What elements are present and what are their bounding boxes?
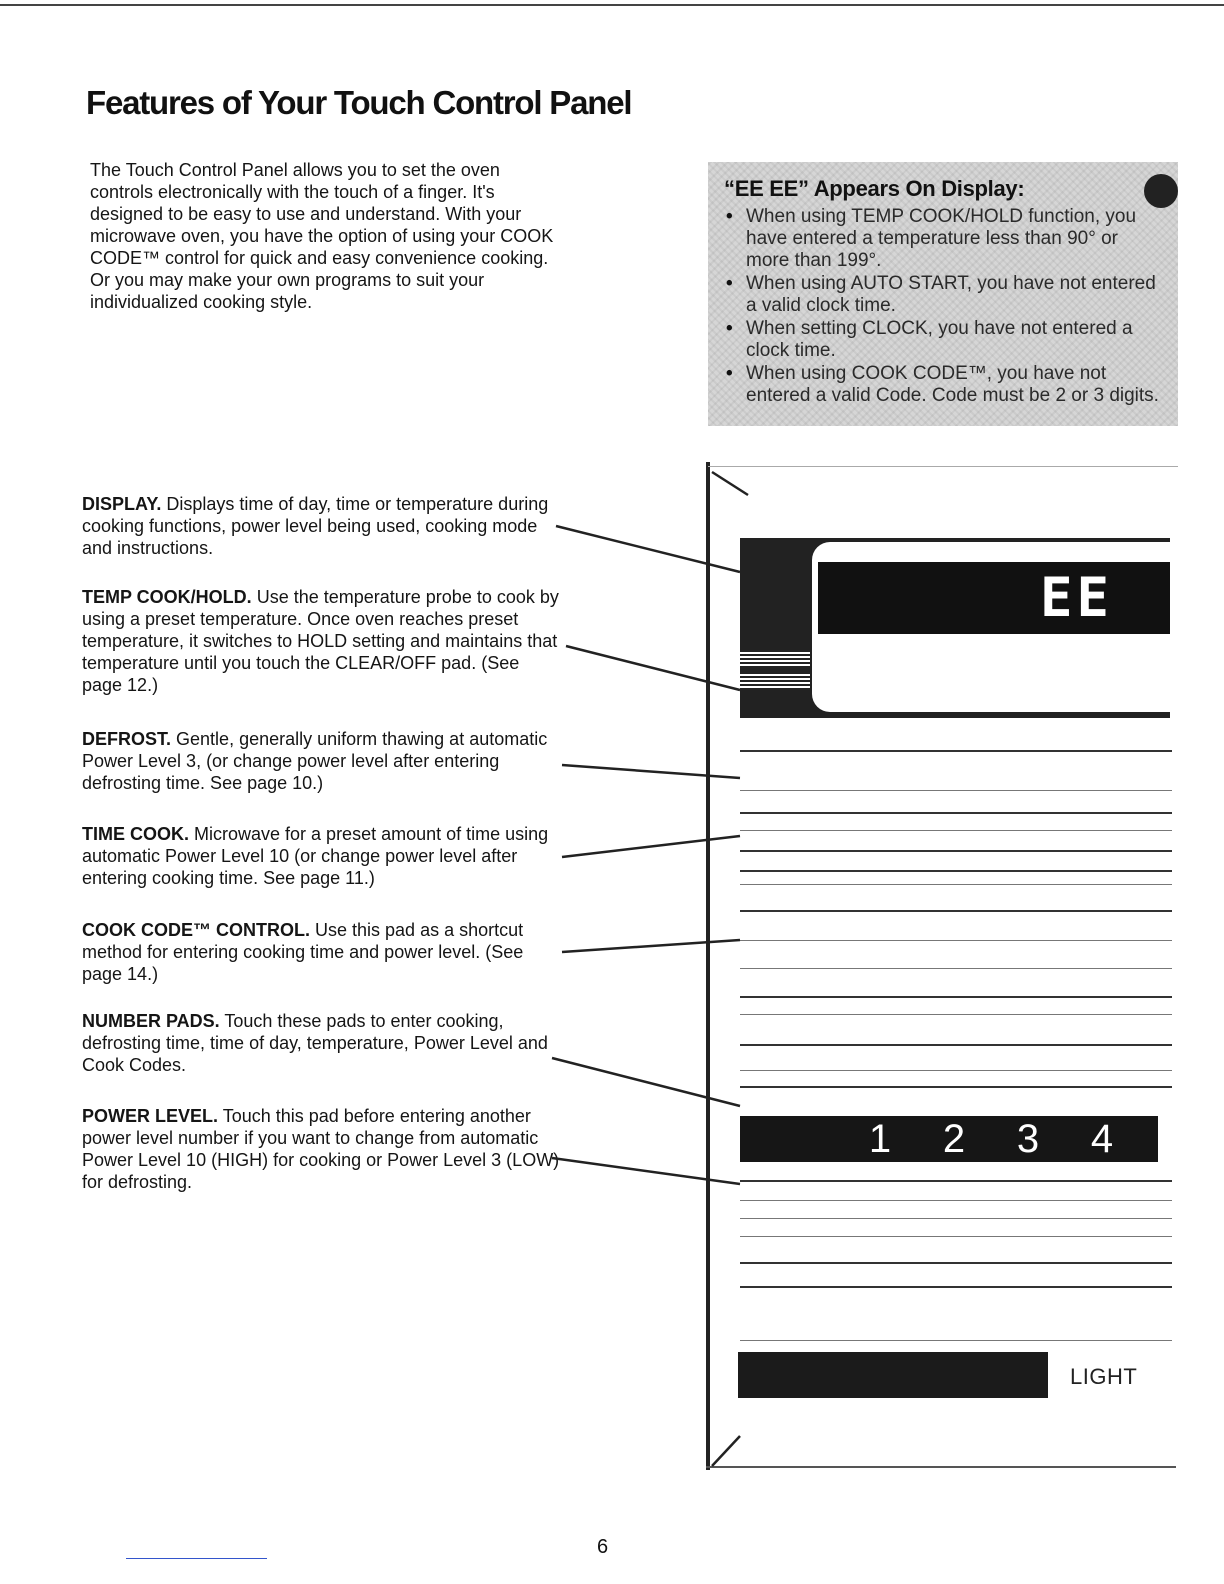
leader-defrost bbox=[562, 765, 740, 778]
panel-corner-mark bbox=[712, 1436, 740, 1466]
light-label: LIGHT bbox=[1070, 1364, 1138, 1389]
feature-text: Use this pad as a shortcut method for entering cooking time and power level. (See page 14.) bbox=[82, 920, 524, 984]
leader-cook-code bbox=[562, 940, 740, 952]
feature-term: POWER LEVEL. bbox=[82, 1106, 219, 1126]
intro-paragraph: The Touch Control Panel allows you to set the oven controls electronically with the touch of a finger. It's designed to be easy to use and understand. With your microwave oven, you have the option of using your COOK CODE™ control for quick and easy convenience cooking. Or you may make your own programs to suit your individualized cooking style. bbox=[90, 160, 554, 312]
feature-term: DEFROST. bbox=[82, 729, 172, 749]
feature-text: Use the temperature probe to cook by using a preset temperature. Once oven reaches preset temperature, it switches to HOLD setting and maintains that temperature until you touch the CLEAR/OFF pad. (See page 12.) bbox=[82, 587, 559, 695]
feature-text: Touch these pads to enter cooking, defrosting time, time of day, temperature, Power Level and Cook Codes. bbox=[82, 1011, 548, 1075]
number-pad-3[interactable]: 3 bbox=[1016, 1117, 1040, 1161]
number-pad-2[interactable]: 2 bbox=[942, 1117, 966, 1161]
leader-temp-cook-hold bbox=[566, 646, 740, 690]
ee-heading: “EE EE” Appears On Display: bbox=[724, 176, 1025, 201]
feature-text: Microwave for a preset amount of time using automatic Power Level 10 (or change power level after entering cooking time. See page 11.) bbox=[82, 824, 549, 888]
ee-item: • When using COOK CODE™, you have not entered a valid Code. Code must be 2 or 3 digits. bbox=[724, 363, 1164, 407]
ee-item: • When setting CLOCK, you have not entered a clock time. bbox=[724, 318, 1164, 362]
page-title: Features of Your Touch Control Panel bbox=[86, 84, 632, 121]
feature-text: Gentle, generally uniform thawing at automatic Power Level 3, (or change power level after entering defrosting time. See page 10.) bbox=[82, 729, 548, 793]
leader-display bbox=[556, 526, 740, 572]
ee-item: • When using AUTO START, you have not entered a valid clock time. bbox=[724, 273, 1164, 317]
feature-term: TIME COOK. bbox=[82, 824, 189, 844]
feature-term: NUMBER PADS. bbox=[82, 1011, 220, 1031]
page-number: 6 bbox=[597, 1536, 609, 1558]
feature-term: DISPLAY. bbox=[82, 494, 162, 514]
footer-rule bbox=[126, 1558, 267, 1559]
display-readout: EE bbox=[1040, 566, 1114, 629]
number-pad-1[interactable]: 1 bbox=[868, 1117, 892, 1161]
leader-number-pads bbox=[552, 1058, 740, 1106]
panel-corner-mark bbox=[712, 472, 748, 495]
feature-term: TEMP COOK/HOLD. bbox=[82, 587, 252, 607]
feature-text: Touch this pad before entering another power level number if you want to change from automatic Power Level 10 (HIGH) for cooking or Power Level 3 (LOW) for defrosting. bbox=[82, 1106, 560, 1192]
number-pad-4[interactable]: 4 bbox=[1090, 1117, 1114, 1161]
feature-text: Displays time of day, time or temperature during cooking functions, power level being used, cooking mode and instructions. bbox=[82, 494, 549, 558]
leader-power-level bbox=[552, 1158, 740, 1184]
feature-term: COOK CODE™ CONTROL. bbox=[82, 920, 310, 940]
ee-item: • When using TEMP COOK/HOLD function, you have entered a temperature less than 90° or more than 199°. bbox=[724, 206, 1164, 272]
leader-time-cook bbox=[562, 836, 740, 857]
